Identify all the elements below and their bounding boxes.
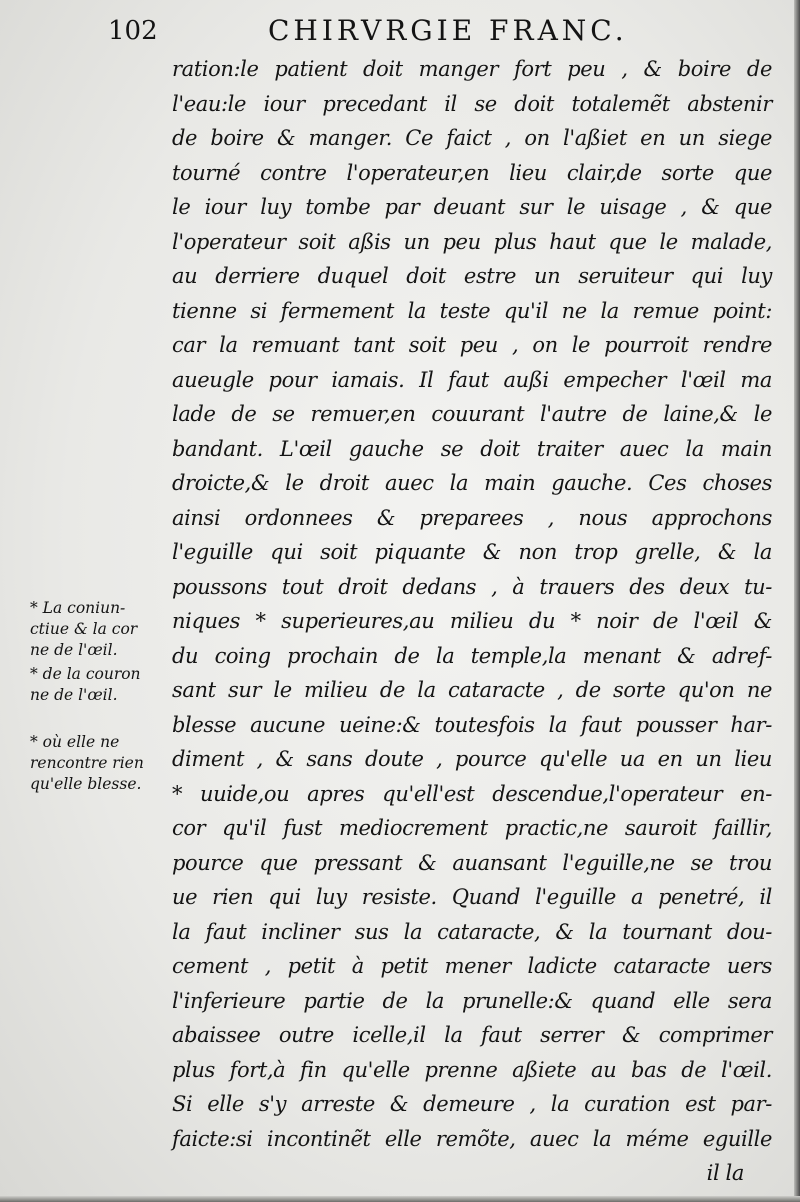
text-line: abaissee outre icelle,il la faut serrer & comprimer: [172, 1023, 772, 1047]
text-line: cor qu'il fust mediocrement practic,ne sauroit faillir,: [172, 816, 772, 840]
text-line: le iour luy tombe par deuant sur le uisage , & que: [172, 195, 772, 219]
text-line: sant sur le milieu de la cataracte , de sorte qu'on ne: [172, 678, 772, 702]
text-line: pource que pressant & auansant l'eguille,ne se trou: [172, 850, 772, 875]
margin-note-line: ne de l'œil.: [30, 686, 118, 704]
margin-note-line: * de la couron: [30, 665, 141, 683]
running-head: CHIRVRGIE FRANC.: [268, 14, 628, 47]
text-line: diment , & sans doute , pource qu'elle ua en un lieu: [172, 747, 772, 771]
text-line: l'eguille qui soit piquante & non trop grelle, & la: [172, 540, 772, 564]
text-line: droicte,& le droit auec la main gauche. Ces choses: [172, 471, 772, 495]
text-line: lade de se remuer,en couurant l'autre de laine,& le: [172, 402, 772, 426]
text-line: ration:le patient doit manger fort peu , & boire de: [172, 57, 772, 81]
text-line: de boire & manger. Ce faict , on l'aßiet en un siege: [172, 126, 772, 150]
text-line: poussons tout droit dedans , à trauers des deux tu-: [172, 574, 772, 599]
page-bottom-edge: [0, 1196, 800, 1202]
text-line: faicte:si incontinẽt elle remõte, auec la méme eguille: [172, 1126, 772, 1151]
text-line: la faut incliner sus la cataracte, & la tournant dou-: [172, 919, 772, 944]
body-text: [172, 52, 772, 1191]
text-line: aueugle pour iamais. Il faut außi empecher l'œil ma: [172, 367, 772, 392]
text-line: ainsi ordonnees & preparees , nous approchons: [172, 505, 772, 530]
text-line: blesse aucune ueine:& toutesfois la faut pousser har-: [172, 712, 772, 737]
margin-note: [30, 598, 170, 661]
text-line: plus fort,à fin qu'elle prenne aßiete au bas de l'œil.: [172, 1057, 772, 1082]
text-line: bandant. L'œil gauche se doit traiter auec la main: [172, 436, 772, 461]
text-line: au derriere duquel doit estre un seruiteur qui luy: [172, 264, 772, 288]
margin-note-line: ne de l'œil.: [30, 641, 118, 659]
page-number: 102: [108, 16, 158, 46]
text-line: Si elle s'y arreste & demeure , la curation est par-: [172, 1092, 772, 1116]
text-line: tienne si fermement la teste qu'il ne la remue point:: [172, 298, 772, 323]
text-line: ue rien qui luy resiste. Quand l'eguille a penetré, il: [172, 885, 772, 909]
text-line: l'inferieure partie de la prunelle:& quand elle sera: [172, 988, 772, 1013]
text-line: * uuide,ou apres qu'ell'est descendue,l'operateur en-: [172, 781, 772, 806]
text-line: car la remuant tant soit peu , on le pourroit rendre: [172, 333, 772, 357]
text-line: l'eau:le iour precedant il se doit totalemẽt abstenir: [172, 91, 772, 116]
margin-notes: [30, 598, 170, 798]
margin-note-line: * où elle ne: [30, 733, 120, 751]
margin-note: [30, 664, 170, 706]
margin-note: [30, 732, 170, 795]
text-line: l'operateur soit aßis un peu plus haut que le malade,: [172, 229, 772, 254]
text-line: du coing prochain de la temple,la menant & adref-: [172, 643, 772, 668]
text-line: tourné contre l'operateur,en lieu clair,de sorte que: [172, 160, 772, 185]
text-line: cement , petit à petit mener ladicte cataracte uers: [172, 954, 772, 978]
page-spine-shadow: [794, 0, 800, 1202]
margin-note-line: * La coniun-: [30, 599, 126, 617]
text-line: niques * superieures,au milieu du * noir de l'œil &: [172, 609, 772, 633]
margin-note-line: ctiue & la cor: [30, 620, 138, 638]
text-line: il la: [706, 1161, 744, 1185]
margin-note-line: qu'elle blesse.: [30, 775, 142, 793]
margin-note-line: rencontre rien: [30, 754, 144, 772]
